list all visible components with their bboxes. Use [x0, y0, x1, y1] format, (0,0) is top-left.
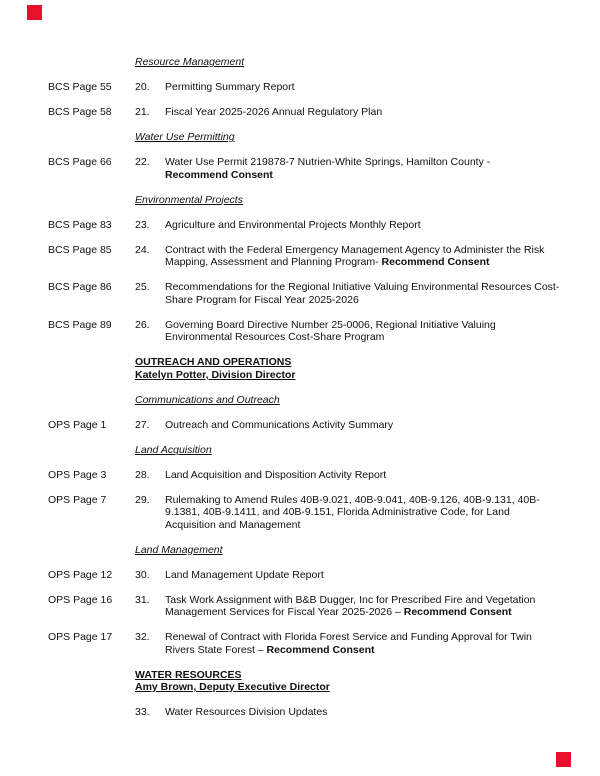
item-text [165, 319, 560, 344]
page-reference [48, 56, 135, 69]
item-text [165, 706, 560, 719]
agenda-rows [48, 56, 560, 719]
section-heading: Resource Management [135, 56, 245, 68]
item-number: 30. [135, 568, 150, 581]
agenda-item-row [48, 281, 560, 306]
item-text [165, 631, 560, 656]
section-heading-row [48, 194, 555, 207]
item-text [165, 594, 560, 619]
section-heading-row [48, 394, 555, 407]
item-text-segment: Rulemaking to Amend Rules 40B-9.021, 40B-9.041, 40B-9.126, 40B-9.131, 40B-9.1381, 40B-9.1411, and 40B-9.151, Florida Administrative Code, for Land Acquisition and Management [165, 493, 540, 531]
item-text-segment: Outreach and Communications Activity Summary [165, 418, 394, 431]
agenda-item-row [48, 569, 555, 582]
page-reference [48, 131, 135, 144]
item-number: 20. [135, 81, 150, 93]
red-marker-bottom-right [556, 752, 571, 767]
item-text-segment: Recommendations for the Regional Initiative Valuing Environmental Resources Cost-Share Program for Fiscal Year 2025-2026 [165, 281, 560, 306]
item-number: 24. [135, 243, 150, 256]
page-reference: BCS Page 58 [48, 106, 112, 118]
item-number: 27. [135, 418, 150, 431]
item-number: 32. [135, 631, 150, 643]
division-director: Katelyn Potter, Division Director [135, 368, 296, 381]
item-text [165, 469, 560, 482]
section-heading-row [48, 56, 555, 69]
section-heading-row [48, 444, 555, 457]
item-text-segment: Permitting Summary Report [165, 81, 295, 93]
agenda-item-row [48, 494, 555, 532]
item-text-segment: Water Resources Division Updates [165, 706, 328, 718]
page-reference [48, 544, 135, 557]
agenda-item-row [48, 244, 555, 269]
section-heading: Communications and Outreach [135, 393, 280, 406]
agenda-item-row [48, 219, 555, 232]
item-number: 23. [135, 218, 150, 231]
page-reference: OPS Page 3 [48, 468, 107, 481]
item-text [165, 494, 560, 532]
item-text [165, 419, 560, 432]
item-text [165, 81, 560, 94]
page-reference [48, 706, 135, 719]
page-reference: BCS Page 83 [48, 218, 112, 231]
recommend-consent-label: Recommend Consent [403, 606, 512, 618]
agenda-item-row [48, 469, 555, 482]
item-number: 26. [135, 318, 150, 331]
item-text-segment: Contract with the Federal Emergency Management Agency to Administer the Risk Mapping, Assessment and Planning Program- [165, 243, 545, 268]
item-number: 29. [135, 493, 150, 506]
page-reference: BCS Page 86 [48, 281, 112, 293]
page-reference: OPS Page 17 [48, 631, 113, 643]
division-heading-row [48, 356, 555, 381]
section-heading: Environmental Projects [135, 193, 243, 206]
agenda-item-row [48, 106, 555, 119]
recommend-consent-label: Recommend Consent [165, 168, 273, 181]
page-reference: BCS Page 66 [48, 156, 112, 168]
section-heading: Land Acquisition [135, 443, 212, 456]
page-reference: OPS Page 7 [48, 493, 107, 506]
page-reference [48, 194, 135, 207]
page-reference: BCS Page 89 [48, 318, 112, 331]
page-reference: BCS Page 55 [48, 81, 112, 93]
recommend-consent-label: Recommend Consent [381, 256, 490, 268]
item-text-segment: Land Acquisition and Disposition Activity Report [165, 468, 387, 481]
section-heading: Land Management [135, 543, 223, 556]
item-number: 33. [135, 706, 150, 718]
page-reference: OPS Page 1 [48, 418, 107, 431]
item-number: 22. [135, 156, 150, 168]
item-text-segment: Governing Board Directive Number 25-0006, Regional Initiative Valuing Environmental Resources Cost-Share Program [165, 318, 496, 343]
page-reference [48, 356, 135, 381]
division-title: OUTREACH AND OPERATIONS [135, 356, 292, 368]
item-text [165, 244, 560, 269]
page-reference [48, 394, 135, 407]
division-title: WATER RESOURCES [135, 668, 242, 681]
agenda-item-row [48, 706, 555, 719]
recommend-consent-label: Recommend Consent [266, 643, 375, 656]
item-text-segment: Task Work Assignment with B&B Dugger, Inc for Prescribed Fire and Vegetation Management Services for Fiscal Year 2025-2026 – [165, 593, 536, 618]
item-text [165, 569, 560, 582]
section-heading-row [48, 131, 555, 144]
agenda-item-row [48, 594, 555, 619]
item-text [165, 106, 560, 119]
page-reference [48, 669, 135, 694]
item-text [165, 219, 560, 232]
page-reference [48, 444, 135, 457]
agenda-item-row [48, 631, 555, 656]
item-text-segment: Fiscal Year 2025-2026 Annual Regulatory Plan [165, 106, 383, 118]
page-reference: BCS Page 85 [48, 243, 112, 256]
item-text [165, 156, 560, 181]
item-text-segment: Water Use Permit 219878-7 Nutrien-White Springs, Hamilton County - [165, 156, 491, 168]
red-marker-top-left [27, 5, 42, 20]
page-reference: OPS Page 16 [48, 593, 113, 606]
item-number: 25. [135, 281, 150, 293]
agenda-item-row [48, 419, 555, 432]
section-heading-row [48, 544, 555, 557]
item-number: 28. [135, 468, 150, 481]
item-number: 31. [135, 593, 150, 606]
item-text-segment: Agriculture and Environmental Projects Monthly Report [165, 218, 421, 231]
item-text-segment: Land Management Update Report [165, 568, 324, 581]
section-heading: Water Use Permitting [135, 131, 235, 143]
agenda-item-row [48, 319, 555, 344]
item-text [165, 281, 560, 306]
division-director: Amy Brown, Deputy Executive Director [135, 681, 330, 693]
page-reference: OPS Page 12 [48, 568, 113, 581]
division-heading-row [48, 669, 555, 694]
agenda-item-row [48, 156, 555, 181]
agenda-item-row [48, 81, 555, 94]
item-number: 21. [135, 106, 150, 118]
item-text-segment: Renewal of Contract with Florida Forest Service and Funding Approval for Twin Rivers State Forest – [165, 631, 532, 656]
